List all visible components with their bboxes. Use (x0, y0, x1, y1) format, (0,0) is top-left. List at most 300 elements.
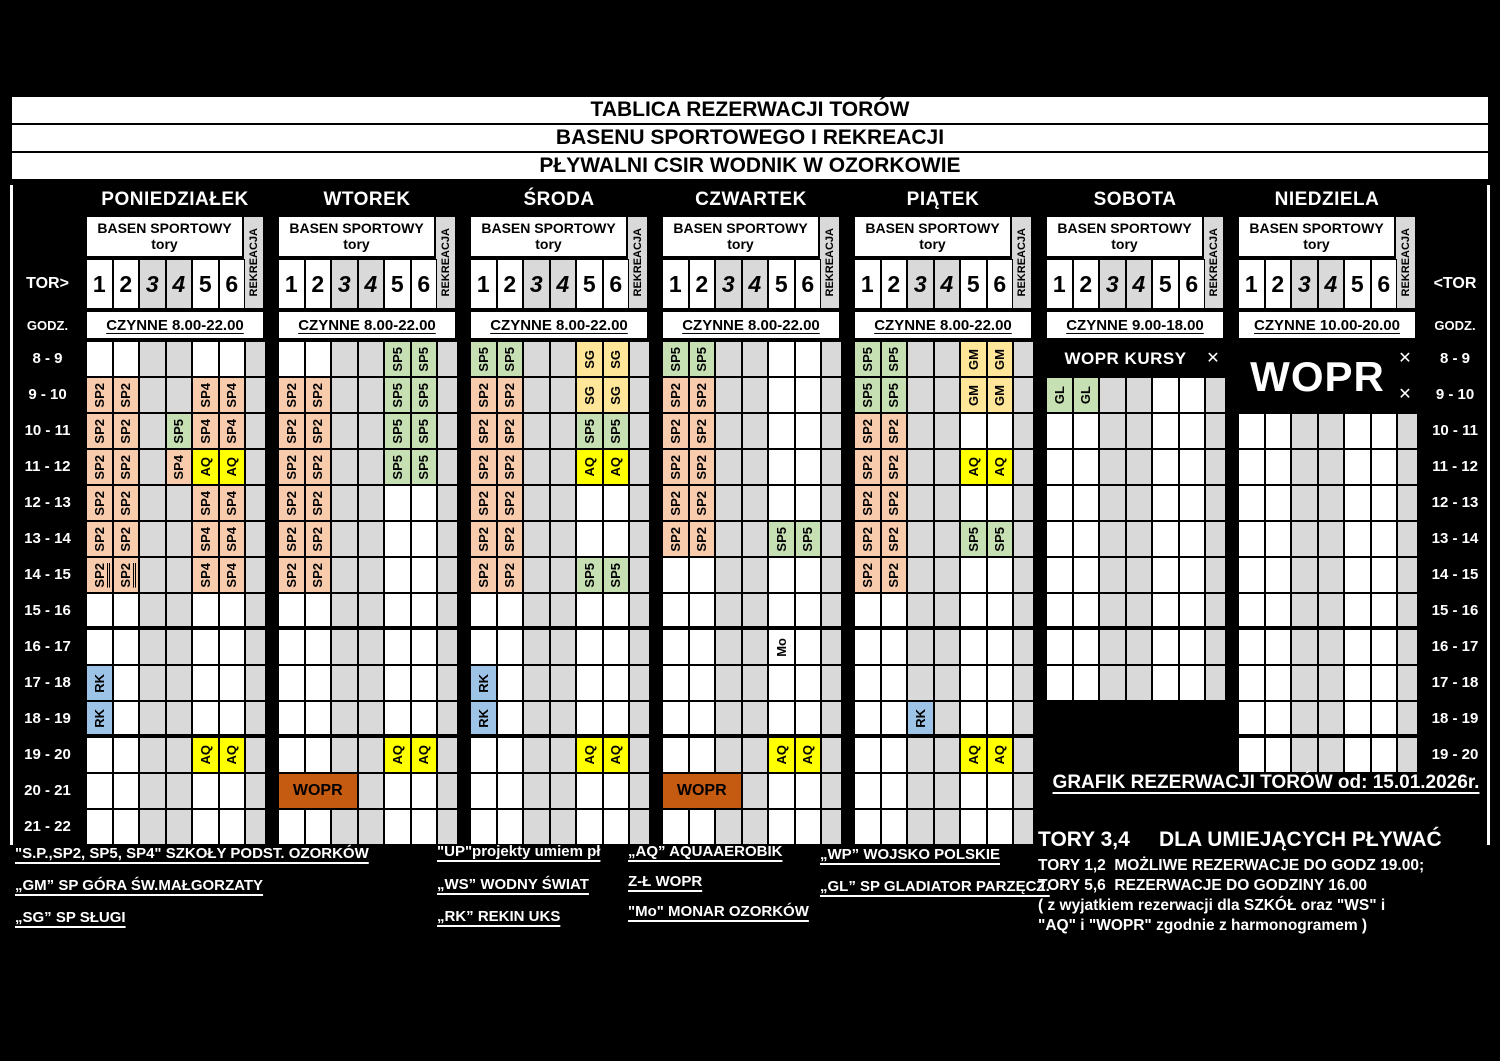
empty-cell (470, 593, 497, 629)
empty-cell (523, 521, 550, 557)
cell-sp2 (86, 521, 113, 557)
cell-sp2 (854, 557, 881, 593)
cell-sp2 (113, 413, 140, 449)
empty-cell (219, 665, 246, 701)
empty-cell (1013, 593, 1034, 629)
info-line: "AQ" i "WOPR" zgodnie z harmonogramem ) (1038, 917, 1368, 934)
hour-label-right: 17 - 18 (1431, 673, 1479, 691)
empty-cell (437, 377, 458, 413)
basen-sportowy-label: BASEN SPORTOWY (1057, 220, 1192, 236)
day-name: PIĄTEK (906, 189, 980, 210)
lane-number-6: 6 (795, 259, 822, 309)
cell-sp2 (305, 485, 332, 521)
empty-cell (1126, 485, 1153, 521)
empty-cell (629, 413, 650, 449)
empty-cell (278, 593, 305, 629)
cell-text: SP4 (197, 490, 213, 516)
day-column-poniedzialek (85, 185, 267, 847)
cell-text: SP4 (224, 526, 240, 552)
cell-sp5 (987, 521, 1014, 557)
empty-cell (689, 701, 716, 737)
empty-cell (1371, 485, 1398, 521)
cell-text: RK (475, 708, 491, 728)
hour-label-left: 10 - 11 (24, 421, 71, 439)
empty-cell (411, 809, 438, 845)
cell-text: AQ (197, 457, 213, 477)
cell-text: SP5 (416, 418, 432, 444)
lane-number-2: 2 (881, 259, 908, 309)
empty-cell (305, 809, 332, 845)
cell-sp5 (384, 413, 411, 449)
cell-text: SP4 (224, 382, 240, 408)
empty-cell (523, 737, 550, 773)
rekreacja-header (1202, 215, 1225, 310)
empty-cell (1126, 557, 1153, 593)
empty-cell (960, 593, 987, 629)
title-line-3: PŁYWALNI CSIR WODNIK W OZORKOWIE (10, 151, 1490, 181)
empty-cell (550, 413, 577, 449)
empty-cell (1371, 629, 1398, 665)
lane-number-1: 1 (470, 259, 497, 309)
cell-sp5 (768, 521, 795, 557)
cell-text: SP2 (502, 562, 518, 588)
empty-cell (550, 449, 577, 485)
empty-cell (662, 701, 689, 737)
empty-cell (987, 773, 1014, 809)
empty-cell (1152, 593, 1179, 629)
empty-cell (358, 521, 385, 557)
empty-cell (219, 629, 246, 665)
empty-cell (1126, 377, 1153, 413)
title-box (10, 95, 1490, 181)
empty-cell (1344, 665, 1371, 701)
empty-cell (219, 773, 246, 809)
empty-cell (795, 413, 822, 449)
empty-cell (437, 449, 458, 485)
empty-cell (550, 665, 577, 701)
empty-cell (1371, 701, 1398, 737)
cell-gm (987, 377, 1014, 413)
empty-cell (603, 665, 630, 701)
cell-text: SP5 (581, 562, 597, 588)
empty-cell (550, 341, 577, 377)
empty-cell (331, 413, 358, 449)
hour-label-left: 11 - 12 (24, 457, 71, 475)
empty-cell (742, 737, 769, 773)
cell-text: SP2 (283, 454, 299, 480)
rekreacja-label: REKREACJA (439, 228, 452, 297)
empty-cell (139, 629, 166, 665)
empty-cell (768, 701, 795, 737)
cell-sp5 (470, 341, 497, 377)
cell-text: SP5 (773, 526, 789, 552)
empty-cell (1179, 449, 1206, 485)
rekreacja-header (434, 215, 457, 310)
empty-cell (358, 377, 385, 413)
empty-cell (1046, 629, 1073, 665)
empty-cell (907, 665, 934, 701)
empty-cell (795, 593, 822, 629)
cell-aq (987, 449, 1014, 485)
cell-sp2 (497, 485, 524, 521)
lane-numbers-row (1237, 258, 1396, 310)
cell-text: SP2 (91, 382, 107, 408)
cell-text: SP2 (283, 382, 299, 408)
cell-text: SP2 (310, 490, 326, 516)
empty-cell (742, 341, 769, 377)
empty-cell (960, 629, 987, 665)
hour-label-right: 12 - 13 (1431, 493, 1479, 511)
empty-cell (742, 809, 769, 845)
empty-cell (331, 737, 358, 773)
empty-cell (1344, 593, 1371, 629)
legend-item: „RK” REKIN UKS (437, 908, 561, 925)
empty-cell (1344, 629, 1371, 665)
empty-cell (550, 809, 577, 845)
cell-sp4 (192, 413, 219, 449)
cell-text: SP5 (171, 418, 187, 444)
day-name: PONIEDZIAŁEK (101, 189, 249, 210)
empty-cell (497, 773, 524, 809)
legend-item: „WS” WODNY ŚWIAT (437, 876, 589, 893)
empty-cell (1318, 701, 1345, 737)
x-mark-icon: ✕ (1398, 386, 1412, 403)
empty-cell (795, 629, 822, 665)
empty-cell (245, 449, 266, 485)
cell-text: SP5 (416, 346, 432, 372)
cell-text: SP4 (224, 418, 240, 444)
empty-cell (1205, 377, 1226, 413)
empty-cell (934, 377, 961, 413)
hour-label-right: 13 - 14 (1431, 529, 1479, 547)
x-mark-icon: ✕ (1206, 350, 1220, 367)
hours-column-right (1417, 185, 1493, 847)
empty-cell (934, 737, 961, 773)
empty-cell (1397, 665, 1418, 701)
empty-cell (245, 521, 266, 557)
hour-label-right: 19 - 20 (1431, 745, 1479, 763)
open-hours (85, 310, 265, 340)
empty-cell (1152, 413, 1179, 449)
empty-cell (550, 521, 577, 557)
empty-cell (166, 557, 193, 593)
godz-label-right: GODZ. (1434, 317, 1476, 333)
cell-text: SG (581, 349, 597, 369)
empty-cell (934, 485, 961, 521)
empty-cell (192, 341, 219, 377)
empty-cell (139, 557, 166, 593)
empty-cell (715, 593, 742, 629)
cell-sp5 (662, 341, 689, 377)
empty-cell (854, 809, 881, 845)
hour-label-left: 9 - 10 (28, 385, 67, 403)
empty-cell (768, 773, 795, 809)
empty-cell (113, 737, 140, 773)
empty-cell (523, 629, 550, 665)
cell-sp2 (881, 521, 908, 557)
rekreacja-header (818, 215, 841, 310)
cell-text: SP5 (886, 346, 902, 372)
lane-number-1: 1 (1238, 259, 1265, 309)
lane-numbers-row (853, 258, 1012, 310)
empty-cell (960, 557, 987, 593)
cell-aq (795, 737, 822, 773)
empty-cell (960, 773, 987, 809)
empty-cell (1099, 665, 1126, 701)
open-hours-text: CZYNNE 8.00-22.00 (490, 316, 628, 334)
empty-cell (411, 701, 438, 737)
cell-sp2 (689, 485, 716, 521)
cell-text: SP2 (91, 490, 107, 516)
empty-cell (1238, 521, 1265, 557)
lane-number-3: 3 (907, 259, 934, 309)
empty-cell (1371, 449, 1398, 485)
cell-aq (603, 449, 630, 485)
empty-cell (1397, 701, 1418, 737)
empty-cell (715, 737, 742, 773)
empty-cell (1397, 737, 1418, 773)
empty-cell (1013, 665, 1034, 701)
cell-text: SP2 (502, 490, 518, 516)
empty-cell (278, 629, 305, 665)
empty-cell (1265, 593, 1292, 629)
empty-cell (1265, 521, 1292, 557)
cell-text: SP2 (283, 562, 299, 588)
empty-cell (1179, 485, 1206, 521)
empty-cell (139, 701, 166, 737)
cell-sp5 (576, 557, 603, 593)
empty-cell (1013, 377, 1034, 413)
empty-cell (139, 341, 166, 377)
empty-cell (1397, 485, 1418, 521)
empty-cell (907, 485, 934, 521)
title-line-1: TABLICA REZERWACJI TORÓW (10, 95, 1490, 125)
empty-cell (113, 629, 140, 665)
day-grid (853, 340, 1035, 846)
rekreacja-label: REKREACJA (631, 228, 644, 297)
empty-cell (192, 593, 219, 629)
empty-cell (715, 557, 742, 593)
empty-cell (689, 809, 716, 845)
cell-text: SP5 (859, 346, 875, 372)
cell-text: RK (912, 708, 928, 728)
empty-cell (497, 701, 524, 737)
cell-text: SG (608, 349, 624, 369)
empty-cell (934, 809, 961, 845)
empty-cell (987, 485, 1014, 521)
empty-cell (1291, 665, 1318, 701)
empty-cell (305, 701, 332, 737)
empty-cell (934, 341, 961, 377)
empty-cell (960, 665, 987, 701)
empty-cell (907, 557, 934, 593)
open-hours (853, 310, 1033, 340)
hour-label-right: 9 - 10 (1435, 385, 1475, 403)
empty-cell (278, 809, 305, 845)
legend-item: „SG” SP SŁUGI (15, 909, 126, 926)
godz-label-left: GODZ. (26, 317, 69, 333)
cell-text: SP4 (171, 454, 187, 480)
empty-cell (854, 737, 881, 773)
empty-cell (470, 773, 497, 809)
info-line: ( z wyjatkiem rezerwacji dla SZKÓŁ oraz "WS" i (1038, 897, 1386, 914)
cell-sp2 (662, 413, 689, 449)
cell-gl (1046, 377, 1073, 413)
cell-sp5 (384, 341, 411, 377)
empty-cell (795, 449, 822, 485)
cell-wopr (662, 773, 742, 809)
empty-cell (768, 809, 795, 845)
cell-sp2 (278, 521, 305, 557)
cell-sp5 (854, 377, 881, 413)
cell-sp2 (113, 449, 140, 485)
cell-text: Mo (773, 637, 789, 657)
pool-header (853, 215, 1012, 258)
empty-cell (523, 773, 550, 809)
empty-cell (881, 593, 908, 629)
cell-text: SP5 (475, 346, 491, 372)
empty-cell (987, 593, 1014, 629)
basen-sportowy-label: BASEN SPORTOWY (673, 220, 808, 236)
day-name: WTOREK (323, 189, 411, 210)
empty-cell (603, 809, 630, 845)
hour-label-left: 14 - 15 (24, 565, 71, 583)
cell-sp2 (497, 449, 524, 485)
empty-cell (437, 701, 458, 737)
empty-cell (768, 341, 795, 377)
cell-gl (1073, 377, 1100, 413)
cell-sp2 (854, 485, 881, 521)
pool-header (469, 215, 628, 258)
empty-cell (113, 773, 140, 809)
empty-cell (821, 665, 842, 701)
cell-sp2 (278, 485, 305, 521)
cell-text: AQ (992, 745, 1008, 765)
empty-cell (742, 521, 769, 557)
empty-cell (629, 665, 650, 701)
wopr-banner-text: WOPR KURSY (1064, 349, 1187, 368)
cell-text: AQ (581, 745, 597, 765)
cell-rk (86, 665, 113, 701)
empty-cell (603, 773, 630, 809)
empty-cell (437, 485, 458, 521)
empty-cell (411, 593, 438, 629)
empty-cell (854, 701, 881, 737)
cell-text: AQ (581, 457, 597, 477)
empty-cell (907, 341, 934, 377)
lane-number-6: 6 (411, 259, 438, 309)
cell-text: SP2 (475, 418, 491, 444)
empty-cell (960, 809, 987, 845)
empty-cell (305, 737, 332, 773)
empty-cell (384, 665, 411, 701)
empty-cell (629, 629, 650, 665)
pool-header (1045, 215, 1204, 258)
empty-cell (437, 773, 458, 809)
cell-aq (219, 449, 246, 485)
empty-cell (331, 665, 358, 701)
empty-cell (470, 629, 497, 665)
basen-sportowy-label: BASEN SPORTOWY (481, 220, 616, 236)
cell-text: SP5 (859, 382, 875, 408)
cell-sp2 (881, 557, 908, 593)
cell-sp2 (86, 557, 113, 593)
empty-cell (523, 665, 550, 701)
empty-cell (497, 809, 524, 845)
empty-cell (305, 629, 332, 665)
cell-text: AQ (800, 745, 816, 765)
empty-cell (278, 737, 305, 773)
empty-cell (1265, 557, 1292, 593)
cell-text: SP2 (886, 454, 902, 480)
empty-cell (821, 377, 842, 413)
empty-cell (1152, 449, 1179, 485)
wopr-banner (1238, 341, 1418, 413)
cell-sp2 (854, 413, 881, 449)
empty-cell (629, 485, 650, 521)
empty-cell (1291, 593, 1318, 629)
open-hours-text: CZYNNE 8.00-22.00 (106, 316, 244, 334)
empty-cell (881, 809, 908, 845)
lane-number-2: 2 (497, 259, 524, 309)
empty-cell (358, 413, 385, 449)
empty-cell (550, 773, 577, 809)
empty-cell (470, 737, 497, 773)
empty-cell (1013, 629, 1034, 665)
empty-cell (934, 773, 961, 809)
empty-cell (821, 809, 842, 845)
empty-cell (934, 701, 961, 737)
empty-cell (1238, 629, 1265, 665)
empty-cell (907, 521, 934, 557)
cell-sp2 (497, 413, 524, 449)
empty-cell (192, 629, 219, 665)
empty-cell (1238, 449, 1265, 485)
empty-cell (1013, 521, 1034, 557)
empty-cell (1099, 449, 1126, 485)
empty-cell (987, 665, 1014, 701)
empty-cell (881, 665, 908, 701)
empty-cell (358, 557, 385, 593)
cell-text: SP2 (310, 382, 326, 408)
lane-number-1: 1 (854, 259, 881, 309)
empty-cell (576, 701, 603, 737)
cell-text: SP5 (416, 382, 432, 408)
cell-sp2 (470, 485, 497, 521)
cell-text: SP2 (667, 490, 683, 516)
empty-cell (139, 521, 166, 557)
empty-cell (245, 377, 266, 413)
cell-sp2 (881, 485, 908, 521)
schedule-valid-from-note: GRAFIK REZERWACJI TORÓW od: 15.01.2026r. (1052, 772, 1480, 793)
empty-cell (139, 773, 166, 809)
empty-cell (1238, 737, 1265, 773)
cell-sp2 (278, 557, 305, 593)
empty-cell (1238, 413, 1265, 449)
empty-cell (331, 629, 358, 665)
cell-text: SP5 (608, 562, 624, 588)
cell-text: SG (608, 385, 624, 405)
empty-cell (139, 449, 166, 485)
empty-cell (934, 665, 961, 701)
cell-gm (987, 341, 1014, 377)
cell-text: SP2 (667, 382, 683, 408)
legend-item: Z-Ł WOPR (628, 873, 703, 890)
empty-cell (1099, 377, 1126, 413)
cell-text: SP5 (992, 526, 1008, 552)
empty-cell (715, 377, 742, 413)
cell-sp4 (219, 413, 246, 449)
